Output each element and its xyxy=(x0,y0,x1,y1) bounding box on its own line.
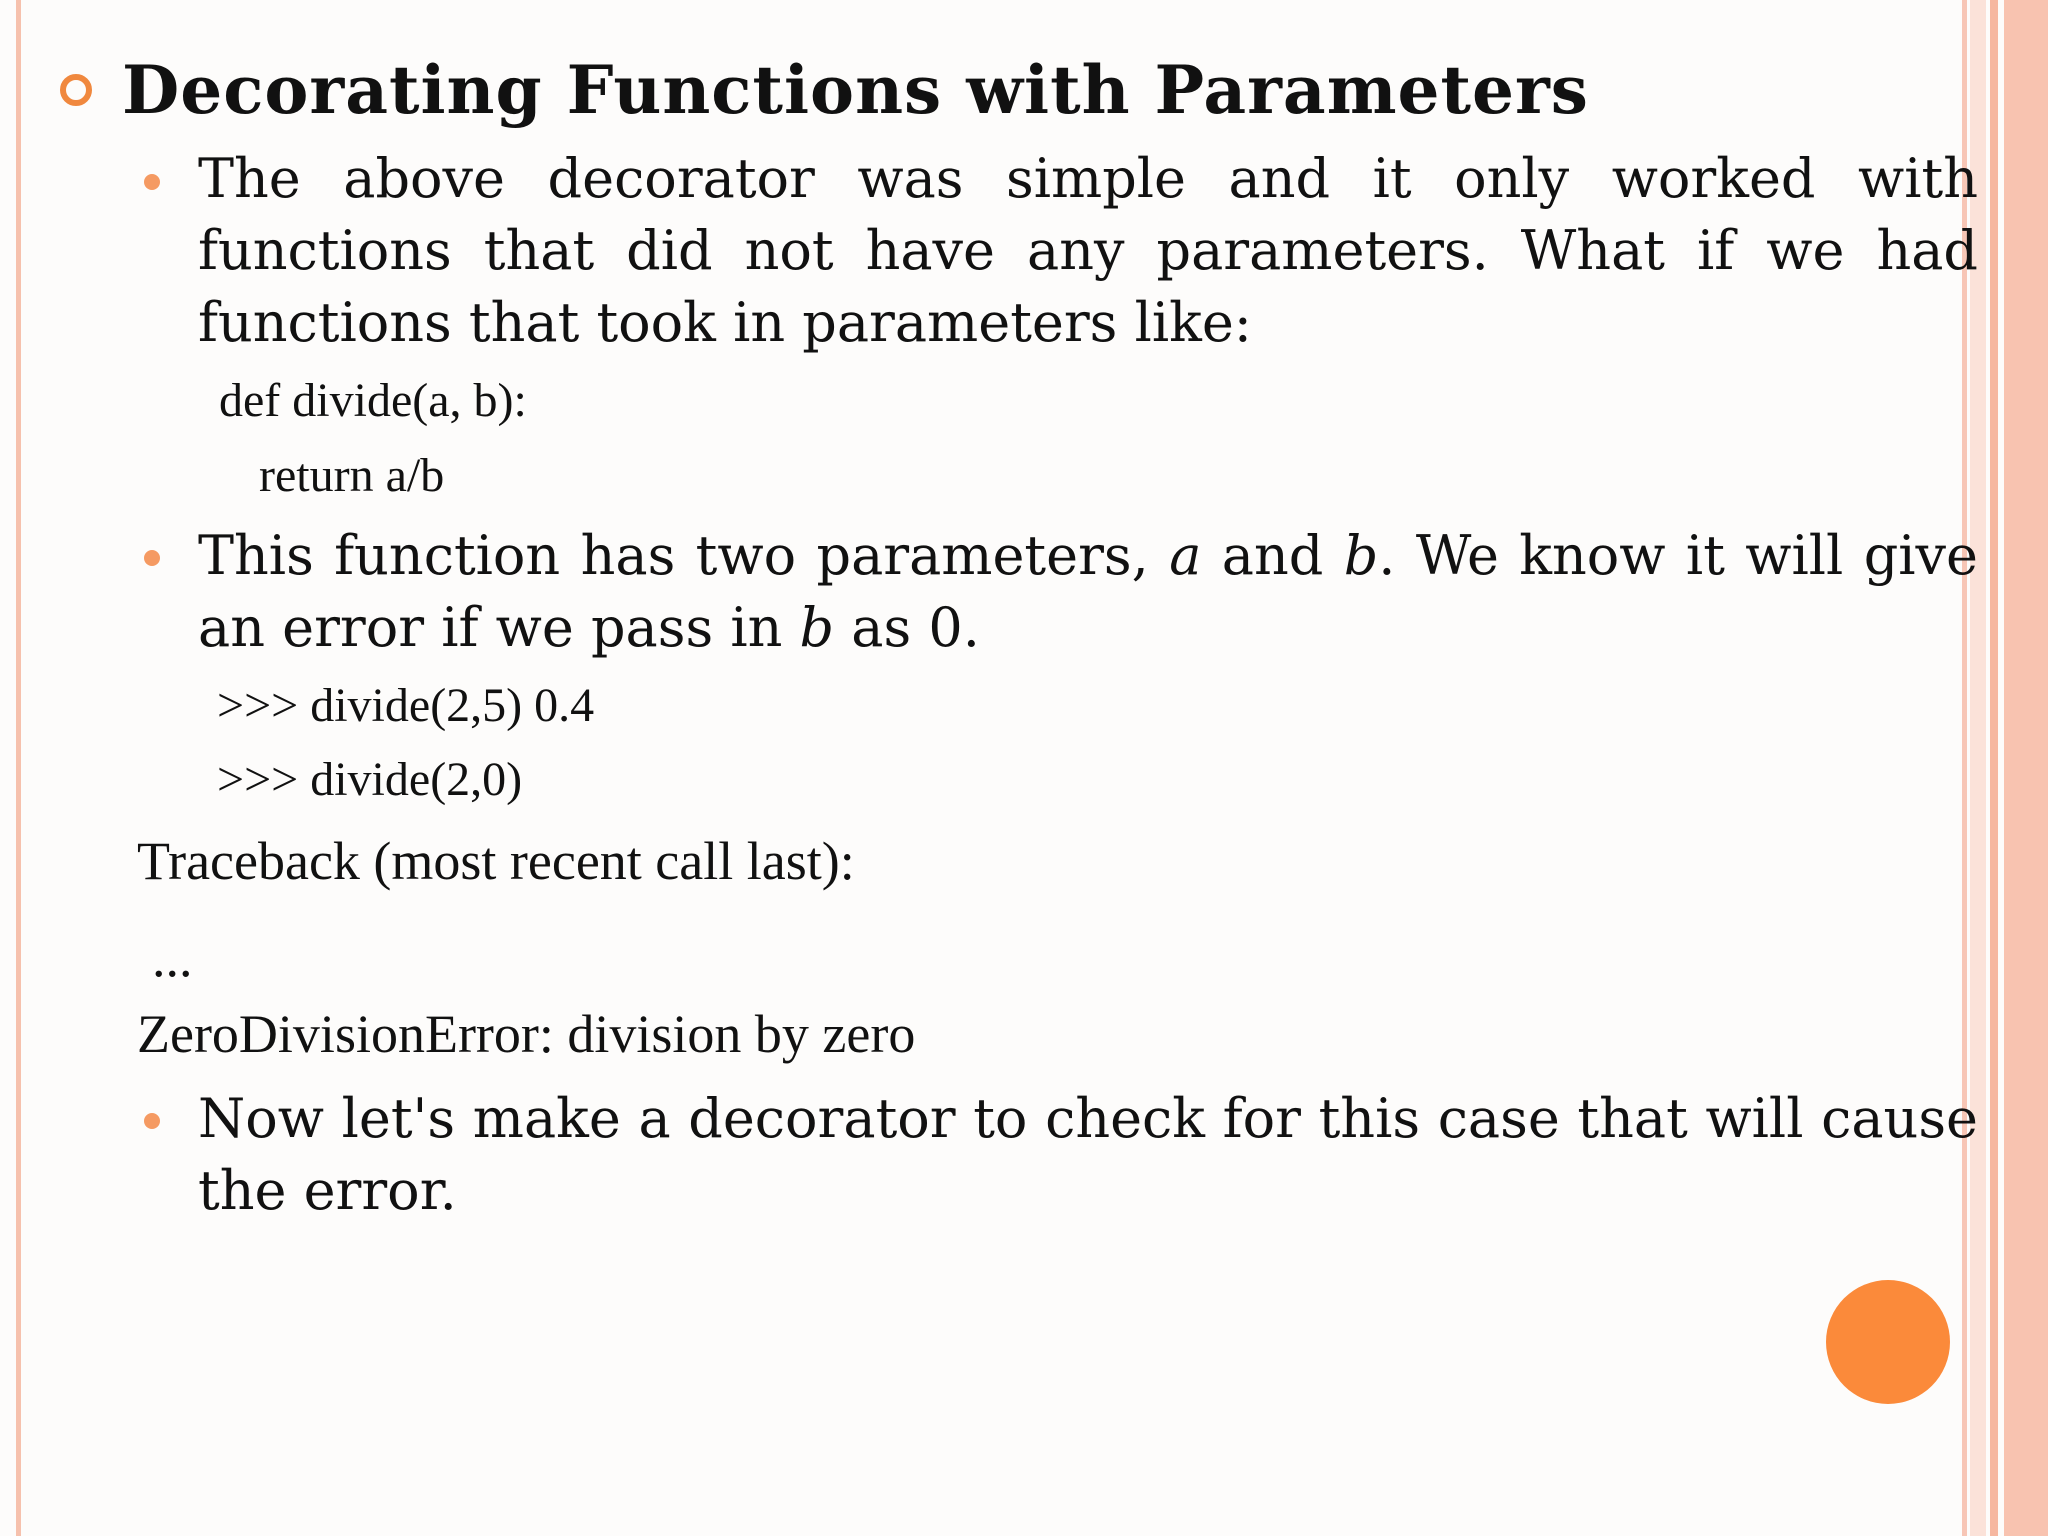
decorative-orange-circle xyxy=(1826,1280,1950,1404)
traceback-error: ZeroDivisionError: division by zero xyxy=(137,1004,916,1064)
bullet-1-line-1: The above decorator was simple and it only worked with xyxy=(198,147,1978,210)
right-border-stripe-3 xyxy=(1990,0,1998,1536)
bullet-2-dot-icon xyxy=(144,550,160,566)
bullet-2-text-2: . We know it will give xyxy=(1378,524,1979,587)
traceback-header: Traceback (most recent call last): xyxy=(137,831,855,891)
code-line-divide-2-0: >>> divide(2,0) xyxy=(217,753,523,806)
slide-title-row xyxy=(60,50,1589,130)
bullet-2-paragraph xyxy=(198,520,1978,664)
bullet-2-line-2 xyxy=(198,592,1978,664)
slide-title: Decorating Functions with Parameters xyxy=(122,51,1589,129)
code-line-def: def divide(a, b): xyxy=(219,374,527,427)
bullet-1-dot-icon xyxy=(144,174,160,190)
left-border-stripe xyxy=(16,0,21,1536)
bullet-3-line-2: the error. xyxy=(198,1159,457,1222)
bullet-3-paragraph xyxy=(198,1083,1978,1227)
bullet-2-line-2-text-2: as 0. xyxy=(834,596,980,659)
right-border-stripe-4 xyxy=(2004,0,2048,1536)
bullet-2-var-b: b xyxy=(1343,524,1379,587)
bullet-3-dot-icon xyxy=(144,1113,160,1129)
title-ring-bullet-icon xyxy=(60,74,92,106)
traceback-ellipsis: ... xyxy=(152,928,193,988)
bullet-2-var-a: a xyxy=(1169,524,1202,587)
bullet-1-line-3: functions that took in parameters like: xyxy=(198,291,1252,354)
bullet-2-text-1: This function has two parameters, xyxy=(198,524,1170,587)
bullet-1-paragraph xyxy=(198,143,1978,359)
code-line-divide-2-5: >>> divide(2,5) 0.4 xyxy=(217,679,595,732)
bullet-2-line-2-text-1: an error if we pass in xyxy=(198,596,800,659)
bullet-1-line-2: functions that did not have any parameters. What if we had xyxy=(198,219,1978,282)
bullet-2-line-2-var-b: b xyxy=(799,596,835,659)
code-line-return: return a/b xyxy=(259,449,445,502)
bullet-3-line-1: Now let's make a decorator to check for this case that will cause xyxy=(198,1087,1978,1150)
bullet-2-line-1 xyxy=(198,520,1978,592)
bullet-2-text-and: and xyxy=(1201,524,1344,587)
